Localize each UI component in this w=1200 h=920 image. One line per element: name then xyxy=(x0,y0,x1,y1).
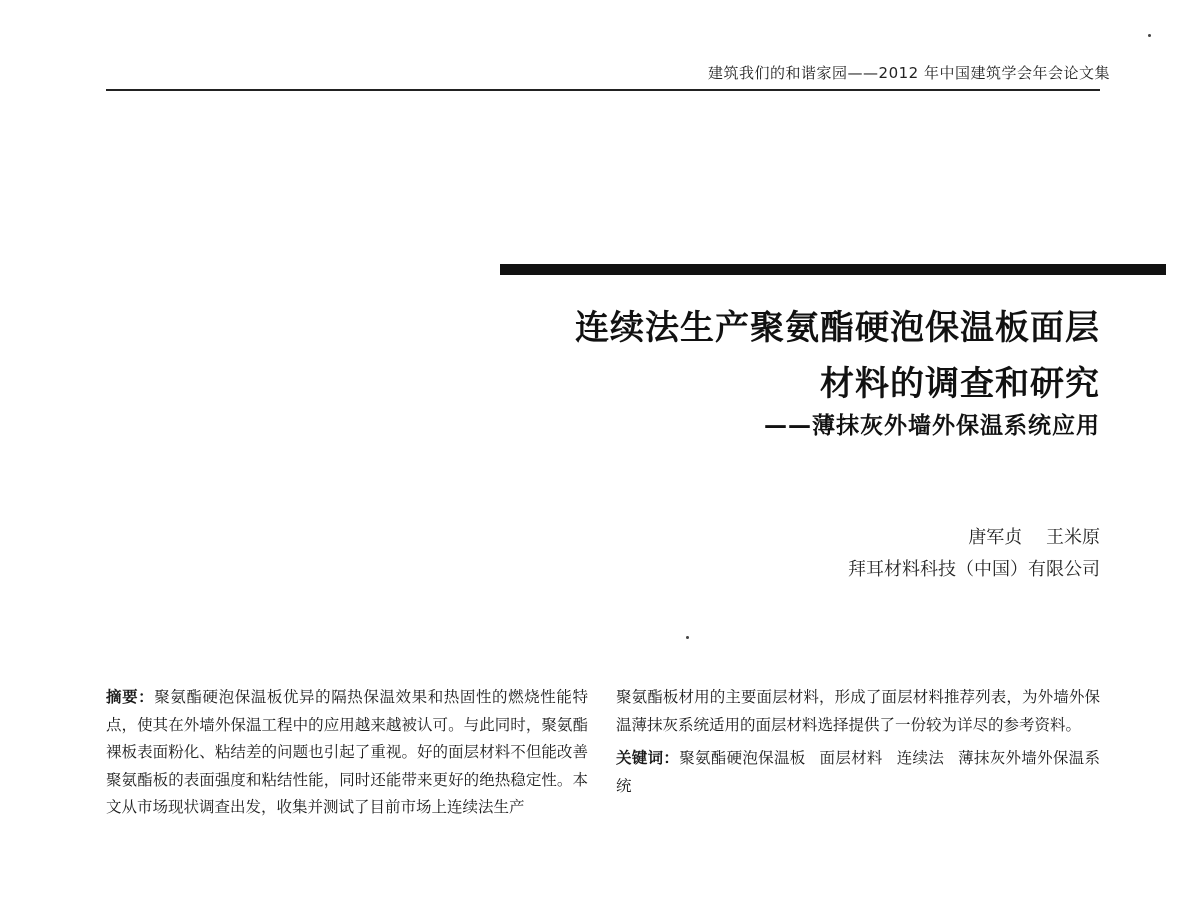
abstract-column-right xyxy=(616,684,1100,800)
keywords xyxy=(616,745,1100,800)
keyword: 聚氨酯硬泡保温板 xyxy=(679,749,806,767)
title-line-2: 材料的调查和研究 xyxy=(820,364,1100,404)
author-block xyxy=(848,522,1100,586)
scan-speck xyxy=(686,636,689,639)
abstract-label: 摘要： xyxy=(106,688,155,706)
title-bar xyxy=(500,264,1166,275)
author-name: 唐军贞 xyxy=(968,527,1023,548)
title-block xyxy=(575,300,1100,444)
abstract-text-part1: 聚氨酯硬泡保温板优异的隔热保温效果和热固性的燃烧性能特点，使其在外墙外保温工程中的应用越来越被认可。与此同时，聚氨酯裸板表面粉化、粘结差的问题也引起了重视。好的面层材料不但能改善聚氨酯板的表面强度和粘结性能，同时还能带来更好的绝热稳定性。本文从市场现状调查出发，收集并测试了目前市场上连续法生产 xyxy=(106,688,588,816)
keyword: 连续法 xyxy=(896,749,945,767)
affiliation: 拜耳材料科技（中国）有限公司 xyxy=(848,559,1100,580)
header-rule xyxy=(106,89,1100,91)
abstract-column-left xyxy=(106,684,588,822)
keyword: 薄抹灰外墙外保温系统 xyxy=(616,749,1100,795)
abstract-paragraph xyxy=(106,684,588,822)
running-header: 建筑我们的和谐家园——2012 年中国建筑学会年会论文集 xyxy=(708,64,1110,82)
subtitle: ——薄抹灰外墙外保温系统应用 xyxy=(764,413,1100,439)
keywords-label: 关键词： xyxy=(616,749,680,767)
abstract-text-part2: 聚氨酯板材用的主要面层材料，形成了面层材料推荐列表，为外墙外保温薄抹灰系统适用的面层材料选择提供了一份较为详尽的参考资料。 xyxy=(616,688,1100,734)
keyword: 面层材料 xyxy=(819,749,883,767)
author-names xyxy=(848,522,1100,554)
author-name: 王米原 xyxy=(1046,527,1100,548)
title-line-1: 连续法生产聚氨酯硬泡保温板面层 xyxy=(575,308,1100,348)
scan-speck xyxy=(1148,34,1151,37)
